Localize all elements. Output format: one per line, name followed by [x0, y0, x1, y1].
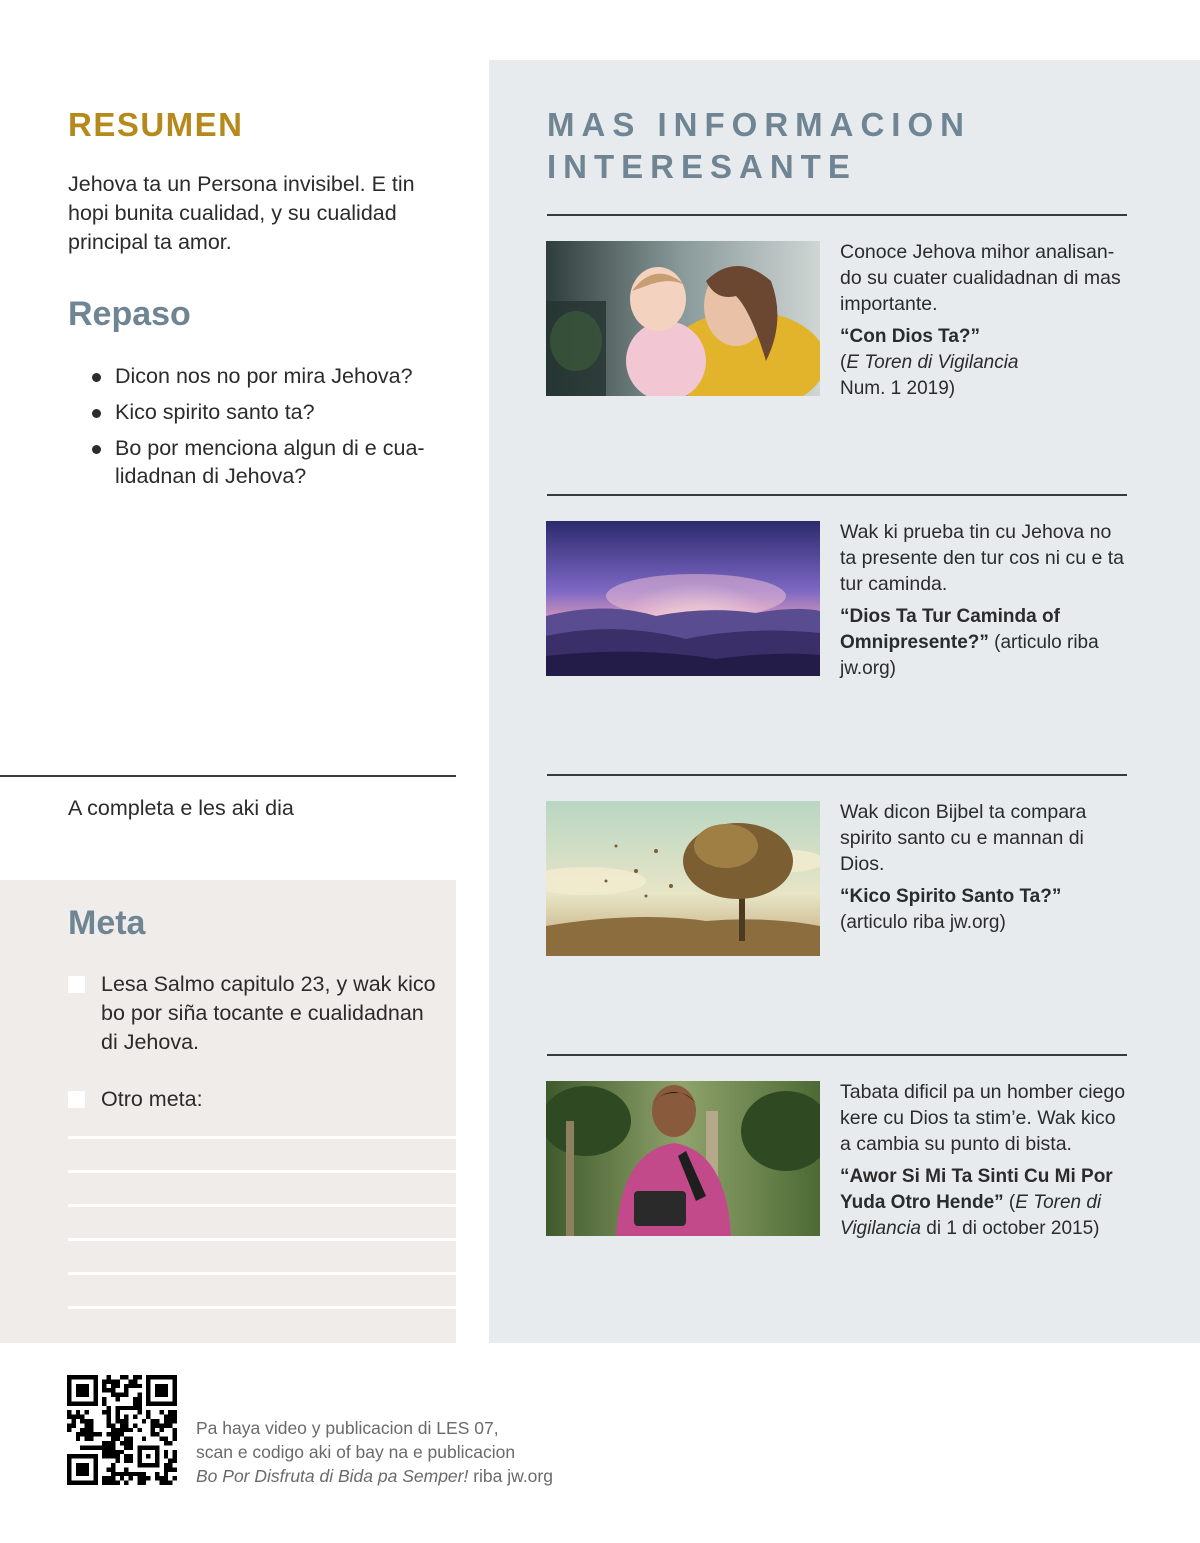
night-sky-sunrise-illustration[interactable] [546, 521, 820, 676]
resumen-heading: RESUMEN [68, 106, 244, 143]
more-info-item [840, 239, 1130, 402]
reference-title[interactable]: “Kico Spirito Santo Ta?” [840, 886, 1062, 907]
footer-line: Pa haya video y publicacion di LES 07, [196, 1418, 499, 1438]
reference-text: di 1 di october 2015) [920, 1218, 1100, 1239]
qr-code[interactable] [67, 1375, 177, 1485]
tree-in-wind-illustration[interactable] [546, 801, 820, 956]
footer-note [196, 1416, 553, 1488]
resumen-text: Jehova ta un Persona invisibel. E tin hopi bunita cualidad, y su cualidad principal ta amor. [68, 172, 415, 254]
reference-title[interactable]: “Con Dios Ta?” [840, 326, 981, 347]
writing-line[interactable] [68, 1204, 456, 1207]
reference-text: (articulo riba jw.org) [840, 632, 1099, 679]
checkbox[interactable] [68, 1091, 85, 1108]
publication-name: E Toren di Vigilancia [846, 352, 1019, 373]
publication-title: Bo Por Disfruta di Bida pa Semper! [196, 1466, 469, 1486]
more-info-item [840, 519, 1130, 682]
checkbox[interactable] [68, 976, 85, 993]
item-description: Conoce Jehova mihor analisan-do su cuater cualidadnan di mas importante. [840, 241, 1121, 315]
publication-name: E Toren di Vigilancia [840, 1192, 1102, 1239]
divider [547, 214, 1127, 216]
meta-goal-label: Otro meta: [101, 1087, 203, 1111]
divider [547, 774, 1127, 776]
mother-and-child-photo[interactable] [546, 241, 820, 396]
heading-line: MAS INFORMACION [547, 106, 971, 143]
reference-text: ( [840, 352, 847, 373]
item-reference[interactable] [840, 324, 1130, 402]
more-info-item [840, 1079, 1130, 1242]
divider [0, 775, 456, 777]
reference-text: (articulo riba jw.org) [840, 912, 1006, 933]
writing-line[interactable] [68, 1238, 456, 1241]
item-reference[interactable] [840, 604, 1130, 682]
meta-goal-item [68, 970, 438, 1057]
item-description: Wak dicon Bijbel ta compara spirito santo cu e mannan di Dios. [840, 801, 1087, 875]
divider [547, 494, 1127, 496]
repaso-heading: Repaso [68, 295, 191, 333]
more-info-heading [547, 104, 1147, 188]
writing-line[interactable] [68, 1136, 456, 1139]
item-reference[interactable] [840, 1164, 1130, 1242]
list-item: Kico spirito santo ta? [92, 398, 452, 426]
meta-heading: Meta [68, 904, 146, 942]
item-description: Wak ki prueba tin cu Jehova no ta presente den tur cos ni cu e ta tur caminda. [840, 521, 1125, 595]
list-item: Bo por menciona algun di e cua-lidadnan di Jehova? [92, 434, 452, 490]
footer-line: scan e codigo aki of bay na e publicacion [196, 1442, 516, 1462]
reference-title[interactable]: “Awor Si Mi Ta Sinti Cu Mi Por Yuda Otro Hende” [840, 1166, 1113, 1213]
reference-text: ( [1003, 1192, 1016, 1213]
reference-title[interactable]: “Dios Ta Tur Caminda of Omnipresente?” [840, 606, 1060, 653]
reference-text: Num. 1 2019) [840, 378, 956, 399]
footer-line: riba jw.org [468, 1466, 553, 1486]
repaso-list [92, 362, 452, 498]
item-reference[interactable] [840, 884, 1130, 936]
writing-line[interactable] [68, 1272, 456, 1275]
more-info-item [840, 799, 1130, 936]
list-item: Dicon nos no por mira Jehova? [92, 362, 452, 390]
completion-date-label: A completa e les aki dia [68, 796, 294, 820]
item-description: Tabata dificil pa un homber ciego kere cu Dios ta stim’e. Wak kico a cambia su punto di bista. [840, 1081, 1126, 1155]
meta-goal-label: Lesa Salmo capitulo 23, y wak kico bo por siña tocante e cualidadnan di Jehova. [101, 972, 436, 1054]
writing-line[interactable] [68, 1306, 456, 1309]
writing-line[interactable] [68, 1170, 456, 1173]
meta-goal-item [68, 1085, 438, 1114]
man-in-pink-shirt-photo[interactable] [546, 1081, 820, 1236]
divider [547, 1054, 1127, 1056]
heading-line: INTERESANTE [547, 148, 857, 185]
